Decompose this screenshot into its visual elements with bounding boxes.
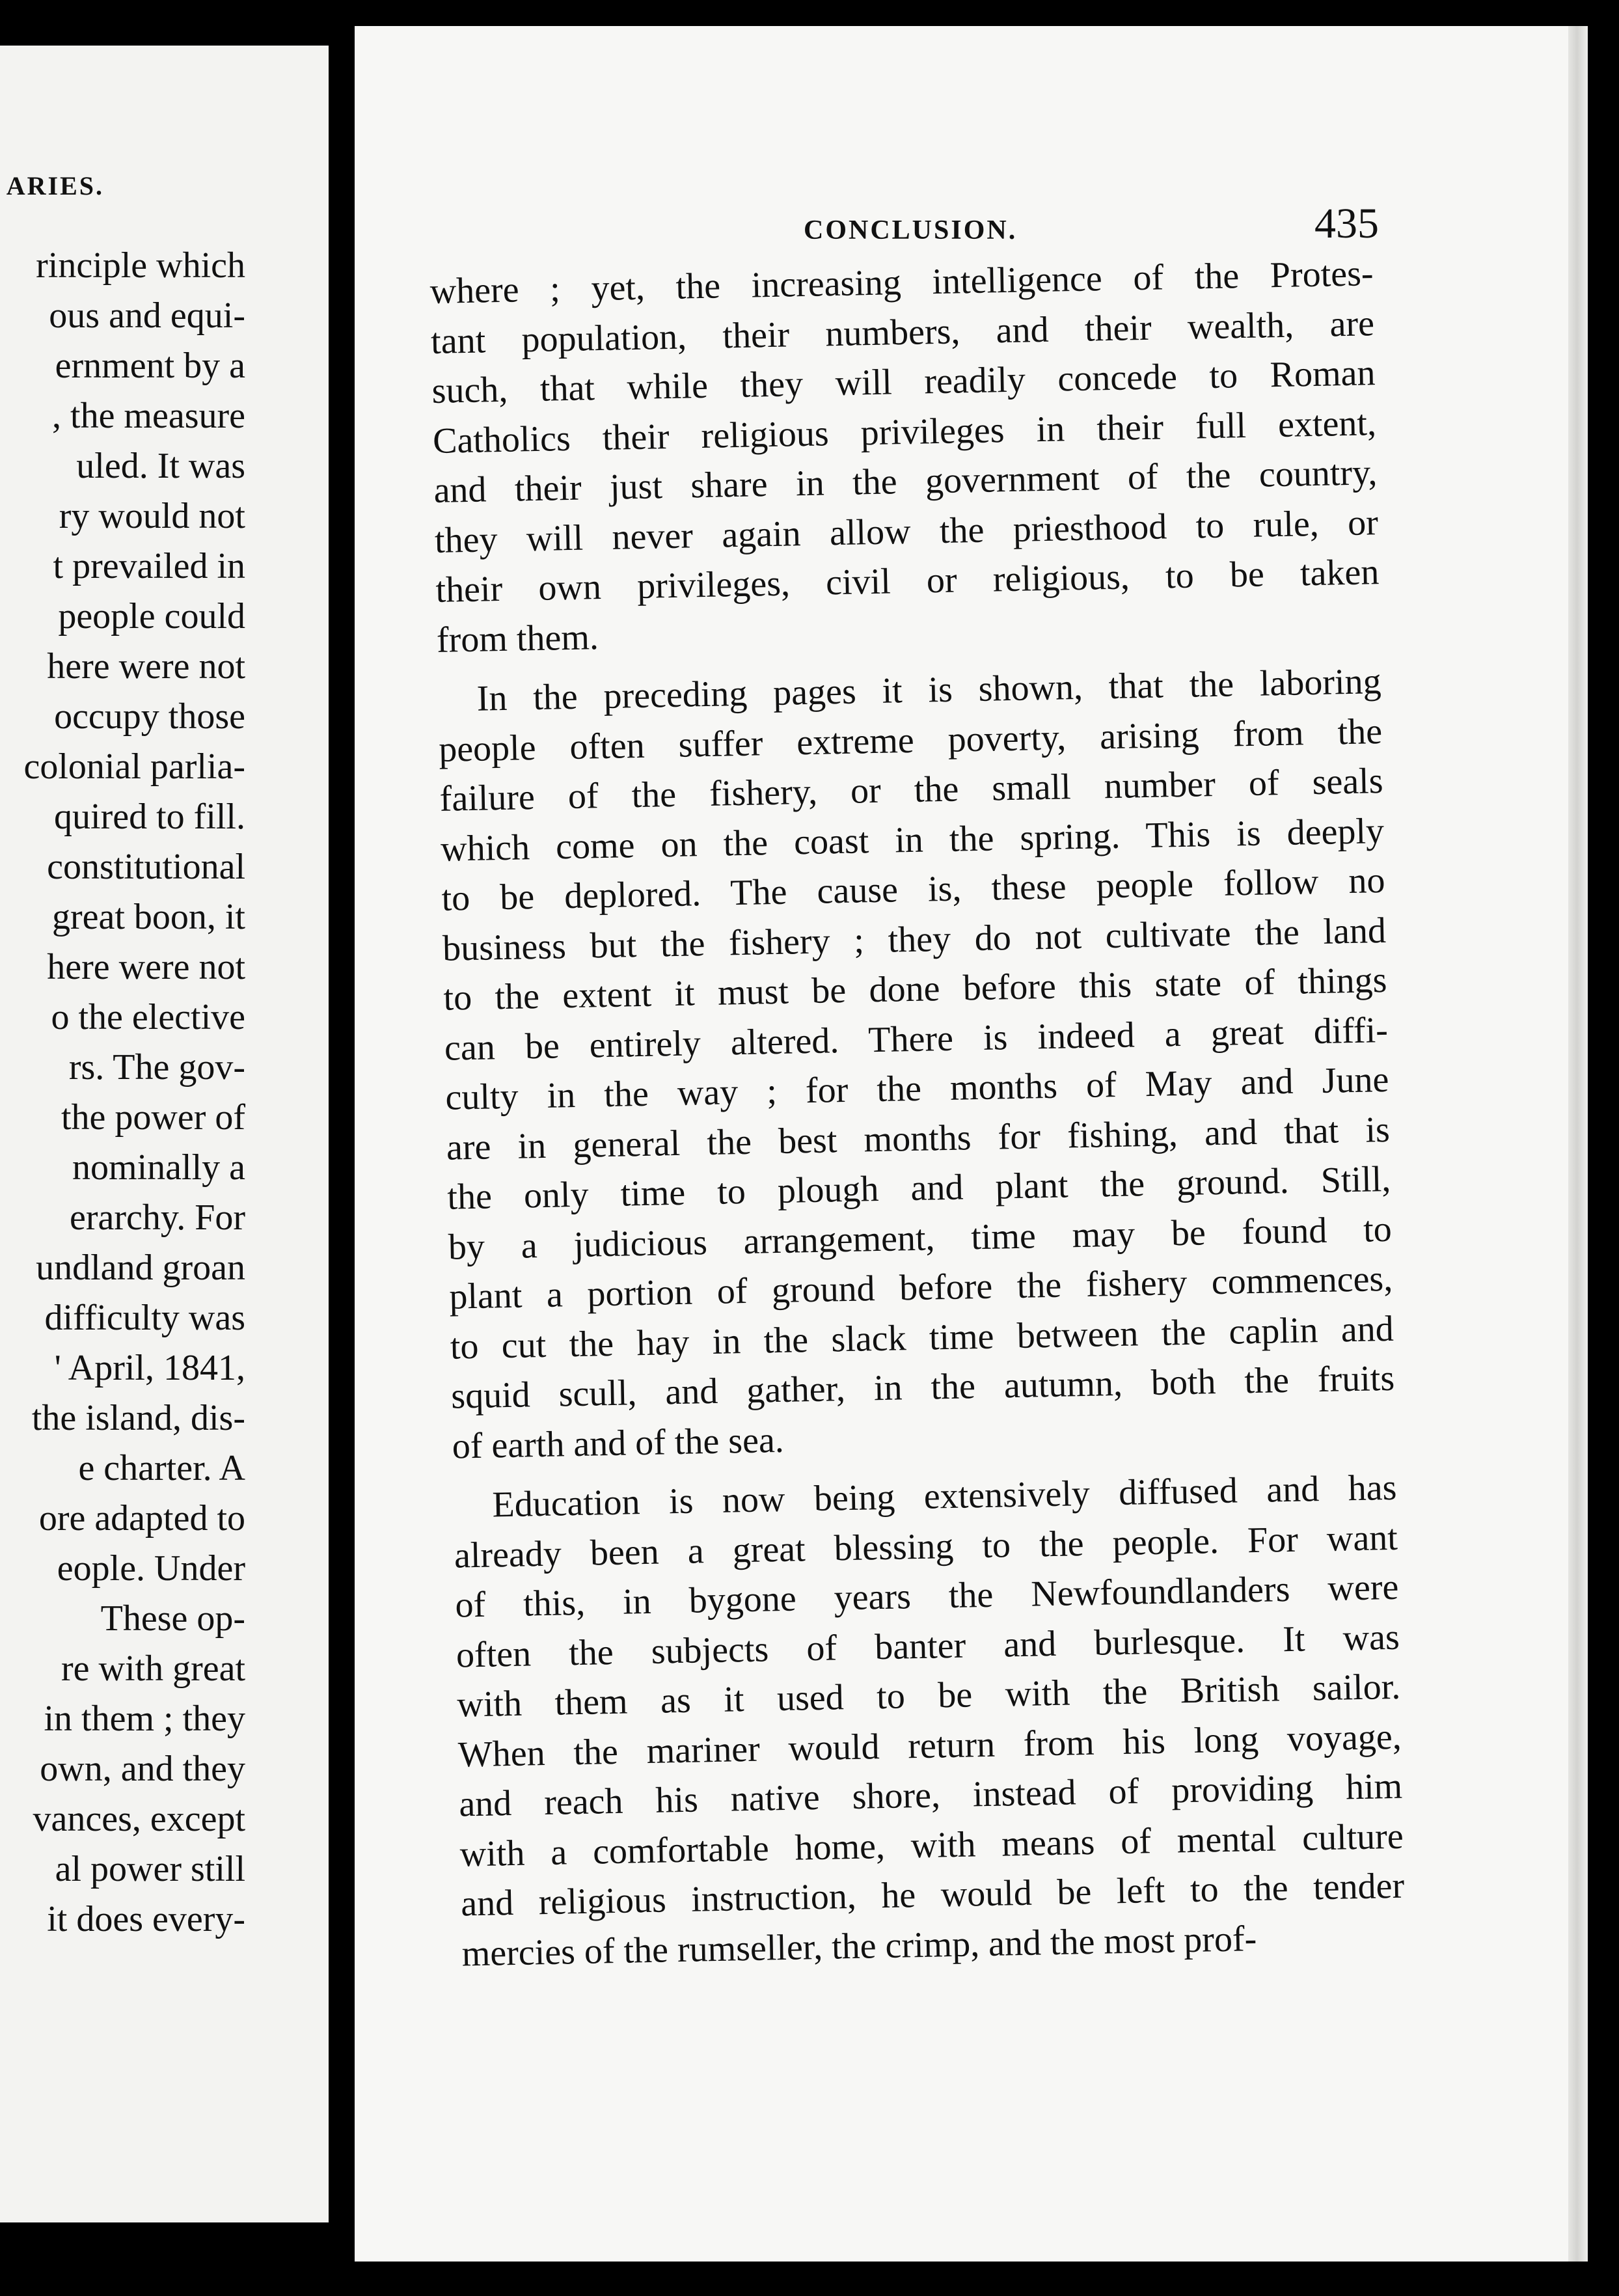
text-line: and reach his native shore, instead of providing him <box>458 1766 1403 1825</box>
text-line: of this, in bygone years the Newfoundlanders were <box>454 1566 1399 1626</box>
left-text-line: eople. Under <box>57 1548 245 1589</box>
left-text-line: the power of <box>61 1097 245 1138</box>
left-text-line: ' April, 1841, <box>54 1348 245 1388</box>
left-text-line: the island, dis- <box>31 1398 245 1438</box>
text-line: culty in the way ; for the months of May and June <box>444 1059 1389 1118</box>
text-line: to be deplored. The cause is, these people follow no <box>441 860 1385 919</box>
text-line: mercies of the rumseller, the crimp, and the most prof- <box>461 1918 1257 1975</box>
text-line: are in general the best months for fishing, and that is <box>446 1109 1391 1168</box>
text-line: squid scull, and gather, in the autumn, both the fruits <box>450 1358 1395 1417</box>
text-line: people often suffer extreme poverty, arising from the <box>438 711 1383 770</box>
book-gutter <box>329 39 355 2226</box>
text-line: from them. <box>436 616 599 661</box>
text-line: tant population, their numbers, and their wealth, are <box>430 303 1375 362</box>
text-line: Catholics their religious privileges in their full extent, <box>432 402 1377 461</box>
text-line: their own privileges, civil or religious, to be taken <box>435 552 1380 610</box>
text-line: with them as it used to be with the British sailor. <box>456 1666 1401 1725</box>
left-text-line: difficulty was <box>44 1298 245 1338</box>
left-running-head: ARIES. <box>6 171 104 200</box>
left-text-line: vances, except <box>33 1799 245 1839</box>
left-text-line: uled. It was <box>76 446 245 486</box>
text-line: often the subjects of banter and burlesque. It was <box>456 1617 1400 1676</box>
left-text-line: ernment by a <box>55 346 245 386</box>
paragraph <box>453 1463 1406 1979</box>
text-line: can be entirely altered. There is indeed a great diffi- <box>444 1009 1389 1069</box>
paragraph <box>429 249 1380 665</box>
left-text-line: rs. The gov- <box>68 1047 245 1087</box>
right-page <box>355 26 1588 2262</box>
text-line: with a comfortable home, with means of mental culture <box>459 1816 1404 1875</box>
left-text-line: re with great <box>61 1648 245 1689</box>
text-line: already been a great blessing to the people. For want <box>454 1517 1398 1576</box>
running-head: CONCLUSION. <box>804 215 1018 245</box>
text-line: and religious instruction, he would be left to the tender <box>460 1865 1405 1924</box>
text-line: business but the fishery ; they do not cultivate the land <box>442 910 1387 969</box>
text-line: Education is now being extensively diffused and has <box>491 1467 1397 1525</box>
left-text-line: people could <box>58 596 245 636</box>
left-text-line: nominally a <box>72 1147 245 1188</box>
left-text-line: great boon, it <box>51 897 245 937</box>
text-line: the only time to plough and plant the ground. Still, <box>446 1158 1391 1218</box>
left-text-line: in them ; they <box>44 1699 245 1739</box>
left-page-text <box>0 241 245 1945</box>
left-text-line: undland groan <box>36 1248 245 1288</box>
left-text-line: own, and they <box>40 1749 245 1789</box>
text-line: to the extent it must be done before this state of things <box>442 959 1387 1018</box>
left-text-line: al power still <box>55 1849 245 1889</box>
paragraph <box>437 657 1396 1471</box>
text-line: of earth and of the sea. <box>452 1419 785 1467</box>
text-line: and their just share in the government of the country, <box>433 452 1378 511</box>
left-text-line: , the measure <box>52 396 245 436</box>
left-text-line: it does every- <box>47 1899 245 1939</box>
left-text-line: e charter. A <box>78 1448 245 1488</box>
body-text <box>429 249 1406 1988</box>
left-text-line: occupy those <box>54 696 245 737</box>
left-text-line: quired to fill. <box>54 797 245 837</box>
left-text-line: erarchy. For <box>69 1197 245 1238</box>
page-edge <box>1568 26 1588 2262</box>
left-text-line: t prevailed in <box>53 546 245 586</box>
text-line: When the mariner would return from his long voyage, <box>457 1716 1402 1775</box>
left-text-line: here were not <box>47 646 245 687</box>
text-line: such, that while they will readily concede to Roman <box>431 353 1376 411</box>
text-line: where ; yet, the increasing intelligence of the Protes- <box>429 253 1374 312</box>
text-line: plant a portion of ground before the fishery commences, <box>448 1258 1393 1317</box>
left-text-line: rinciple which <box>36 245 245 286</box>
left-text-line: o the elective <box>51 997 245 1037</box>
text-line: In the preceding pages it is shown, that the laboring <box>476 661 1382 719</box>
left-text-line: here were not <box>47 947 245 987</box>
text-line: failure of the fishery, or the small number of seals <box>439 761 1384 819</box>
page-header <box>355 195 1588 254</box>
page-number: 435 <box>1314 200 1379 247</box>
left-text-line: colonial parlia- <box>23 746 245 787</box>
left-text-line: These op- <box>100 1598 245 1639</box>
left-text-line: ore adapted to <box>38 1498 245 1538</box>
text-line: they will never again allow the priesthood to rule, or <box>434 502 1379 561</box>
left-text-line: ry would not <box>59 496 245 536</box>
left-page <box>0 46 329 2222</box>
left-text-line: ous and equi- <box>49 295 245 336</box>
text-line: to cut the hay in the slack time between the caplin and <box>450 1308 1395 1367</box>
text-line: by a judicious arrangement, time may be found to <box>448 1209 1393 1268</box>
left-text-line: constitutional <box>47 847 245 887</box>
text-line: which come on the coast in the spring. This is deeply <box>440 810 1385 869</box>
